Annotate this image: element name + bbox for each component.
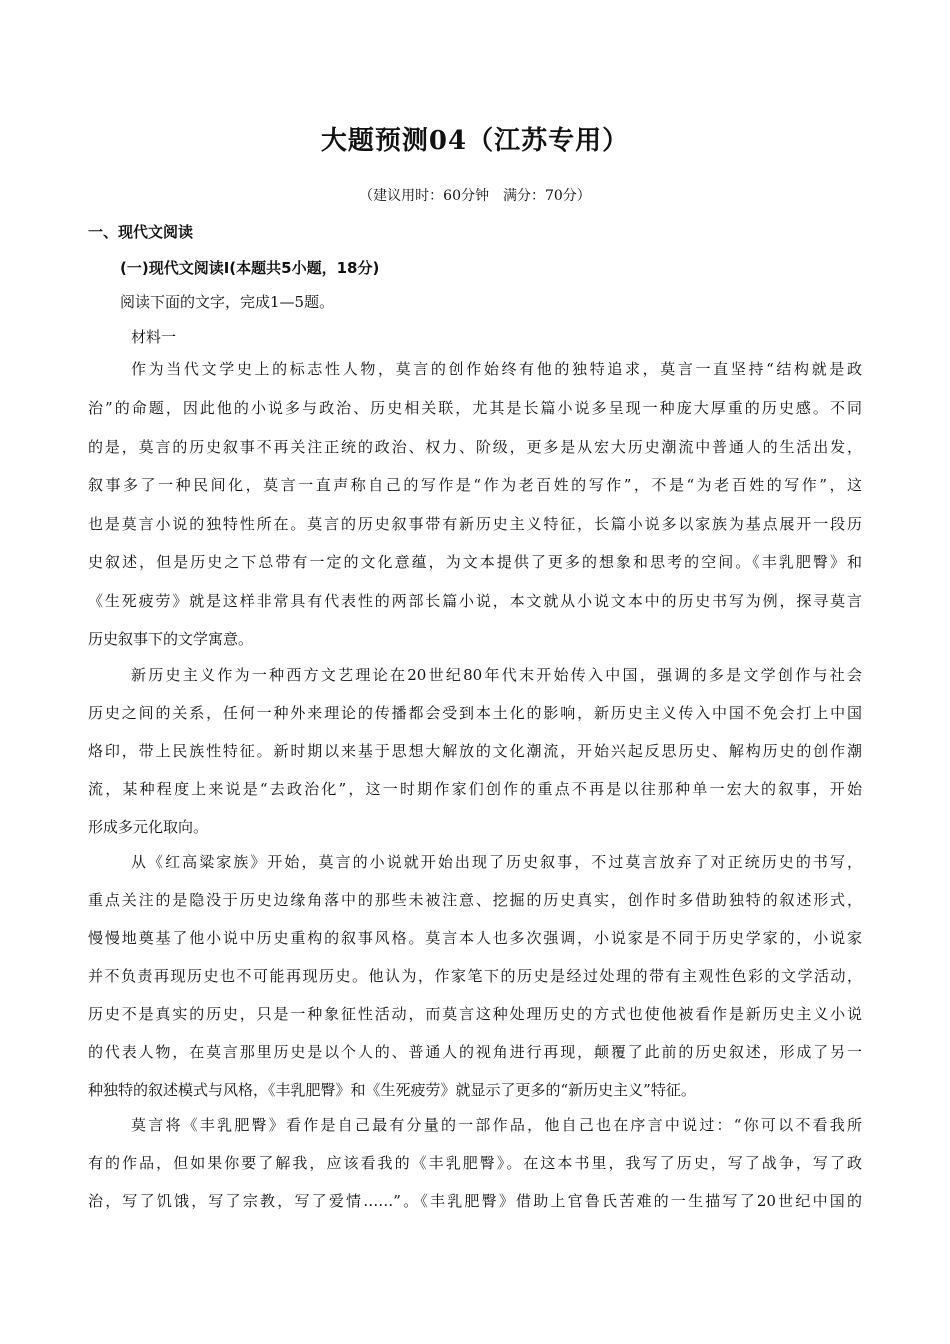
paragraph-line: 也是莫言小说的独特性所在。莫言的历史叙事带有新历史主义特征，长篇小说多以家族为基点展开一段历 [88,515,862,533]
paragraph-line: 新历史主义作为一种西方文艺理论在20世纪80年代末开始传入中国，强调的多是文学创作与社会 [131,666,862,684]
paragraph-line: 并不负责再现历史也不可能再现历史。他认为，作家笔下的历史是经过处理的带有主观性色彩的文学活动， [88,967,862,985]
paragraph-line: 治”的命题，因此他的小说多与政治、历史相关联，尤其是长篇小说多呈现一种庞大厚重的历史感。不同 [88,399,862,417]
section-heading: 一、现代文阅读 [88,223,194,241]
paragraph-line: 从《红高粱家族》开始，莫言的小说就开始出现了历史叙事，不过莫言放弃了对正统历史的书写， [131,853,862,871]
material-label: 材料一 [131,328,177,346]
paragraph-line: 史叙述，但是历史之下总带有一定的文化意蕴，为文本提供了更多的想象和思考的空间。《丰乳肥臀》和 [88,553,862,571]
page-title: 大题预测04（江苏专用） [320,126,630,156]
time-score-note: （建议用时：60分钟 满分：70分） [359,188,591,204]
paragraph-line: 历史叙事下的文学寓意。 [88,630,254,648]
paragraph-line: 历史之间的关系，任何一种外来理论的传播都会受到本土化的影响，新历史主义传入中国不免会打上中国 [88,704,862,722]
paragraph-line: 的是，莫言的历史叙事不再关注正统的政治、权力、阶级，更多是从宏大历史潮流中普通人的生活出发， [88,438,862,456]
paragraph-line: 的代表人物，在莫言那里历史是以个人的、普通人的视角进行再现，颠覆了此前的历史叙述，形成了另一 [88,1043,862,1061]
paragraph-line: 种独特的叙述模式与风格，《丰乳肥臀》和《生死疲劳》就显示了更多的“新历史主义”特征。 [88,1081,696,1099]
paragraph-line: 叙事多了一种民间化，莫言一直声称自己的写作是“作为老百姓的写作”，不是“为老百姓的写作”，这 [88,476,862,494]
paragraph-line: 《生死疲劳》就是这样非常具有代表性的两部长篇小说，本文就从小说文本中的历史书写为例，探寻莫言 [88,592,862,610]
paragraph-line: 莫言将《丰乳肥臀》看作是自己最有分量的一部作品，他自己也在序言中说过：“你可以不看我所 [131,1116,862,1134]
paragraph-line: 形成多元化取向。 [88,818,209,836]
paragraph-line: 重点关注的是隐没于历史边缘角落中的那些未被注意、挖掘的历史真实，创作时多借助独特的叙述形式， [88,891,862,909]
paragraph-line: 烙印，带上民族性特征。新时期以来基于思想大解放的文化潮流，开始兴起反思历史、解构历史的创作潮 [88,742,862,760]
paragraph-line: 慢慢地奠基了他小说中历史重构的叙事风格。莫言本人也多次强调，小说家是不同于历史学家的，小说家 [88,929,862,947]
paragraph-line: 流，某种程度上来说是“去政治化”，这一时期作家们创作的重点不再是以往那种单一宏大的叙事，开始 [88,780,862,798]
paragraph-line: 历史不是真实的历史，只是一种象征性活动，而莫言这种处理历史的方式也使他被看作是新历史主义小说 [88,1005,862,1023]
sub-section-heading: (一)现代文阅读Ⅰ(本题共5小题，18分) [120,259,380,277]
paragraph-line: 治，写了饥饿，写了宗教，写了爱情……”。《丰乳肥臀》借助上官鲁氏苦难的一生描写了20世纪中国的 [88,1192,862,1210]
paragraph-line: 作为当代文学史上的标志性人物，莫言的创作始终有他的独特追求，莫言一直坚持“结构就是政 [131,360,862,378]
paragraph-line: 有的作品，但如果你要了解我，应该看我的《丰乳肥臀》。在这本书里，我写了历史，写了战争，写了政 [88,1154,862,1172]
reading-instruction: 阅读下面的文字，完成1—5题。 [120,293,335,311]
